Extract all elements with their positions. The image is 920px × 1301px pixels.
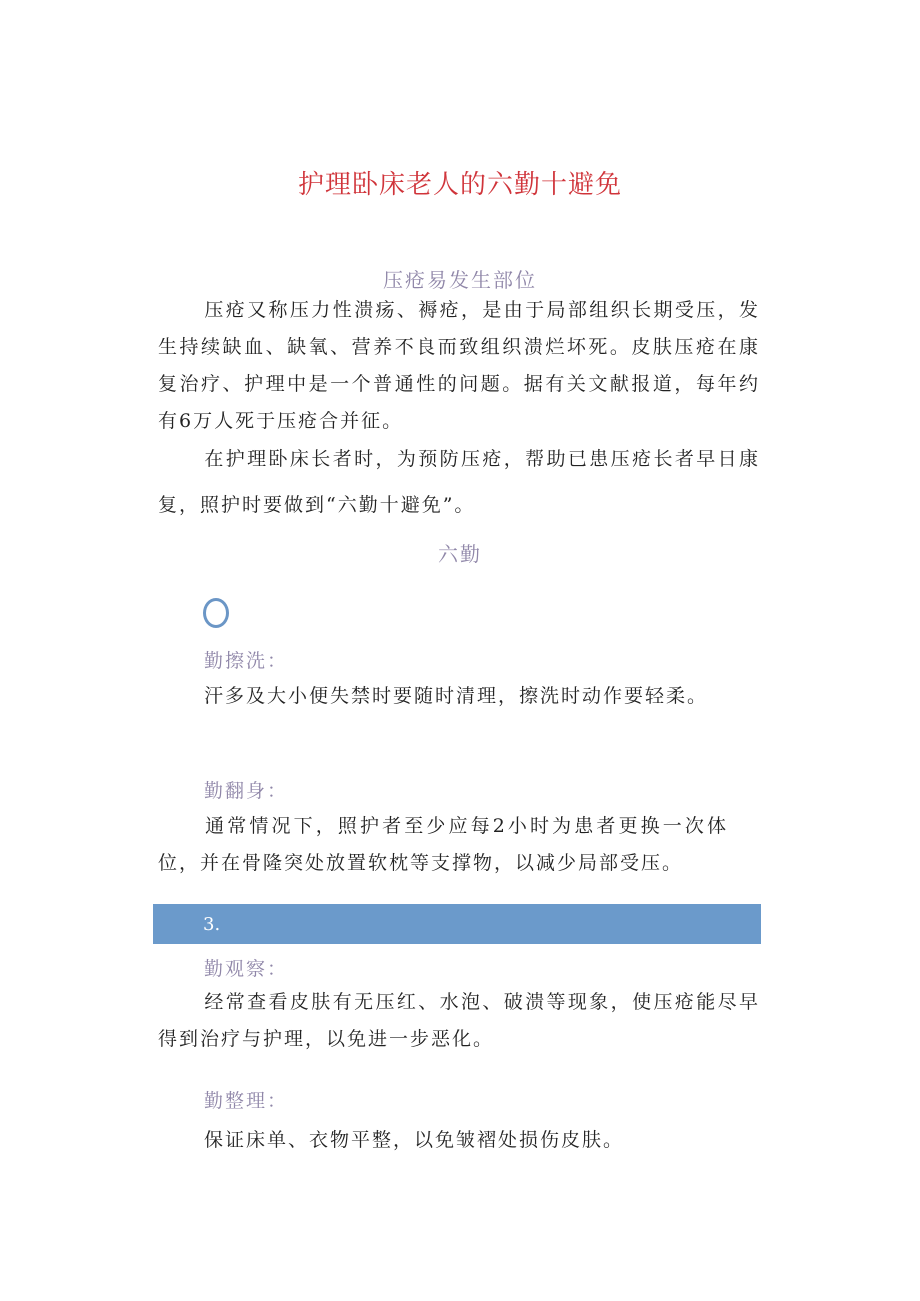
section-number-bar bbox=[153, 904, 761, 944]
section-heading-pressure-sores: 压疮易发生部位 bbox=[383, 268, 537, 292]
intro-paragraph bbox=[158, 292, 760, 440]
item-text-wash bbox=[158, 678, 760, 715]
item-label-wash: 勤擦洗： bbox=[204, 650, 289, 672]
item-text-wash-content: 汗多及大小便失禁时要随时清理，擦洗时动作要轻柔。 bbox=[204, 685, 709, 707]
section-heading-six-diligences: 六勤 bbox=[438, 542, 482, 566]
second-paragraph bbox=[158, 436, 760, 528]
item-text-observe-content: 经常查看皮肤有无压红、水泡、破溃等现象，使压疮能尽早得到治疗与护理，以免进一步恶化。 bbox=[158, 991, 760, 1050]
item-text-turn bbox=[158, 808, 728, 882]
item-label-turn: 勤翻身： bbox=[204, 780, 289, 802]
item-text-observe bbox=[158, 984, 760, 1058]
item-label-tidy: 勤整理： bbox=[204, 1090, 289, 1112]
second-paragraph-text: 在护理卧床长者时，为预防压疮，帮助已患压疮长者早日康复，照护时要做到“六勤十避免”。 bbox=[158, 448, 760, 516]
item-label-observe: 勤观察： bbox=[204, 958, 289, 980]
item-text-tidy-content: 保证床单、衣物平整，以免皱褶处损伤皮肤。 bbox=[204, 1129, 625, 1151]
intro-paragraph-text: 压疮又称压力性溃疡、褥疮，是由于局部组织长期受压，发生持续缺血、缺氧、营养不良而致组织溃烂坏死。皮肤压疮在康复治疗、护理中是一个普通性的问题。据有关文献报道，每年约有6万人死于压疮合并征。 bbox=[158, 299, 760, 432]
circle-marker-icon bbox=[203, 598, 229, 628]
page-title: 护理卧床老人的六勤十避免 bbox=[297, 170, 622, 200]
section-number: 3. bbox=[203, 914, 221, 935]
item-text-tidy bbox=[158, 1122, 760, 1159]
item-text-turn-content: 通常情况下，照护者至少应每2小时为患者更换一次体位，并在骨隆突处放置软枕等支撑物，以减少局部受压。 bbox=[158, 815, 728, 874]
